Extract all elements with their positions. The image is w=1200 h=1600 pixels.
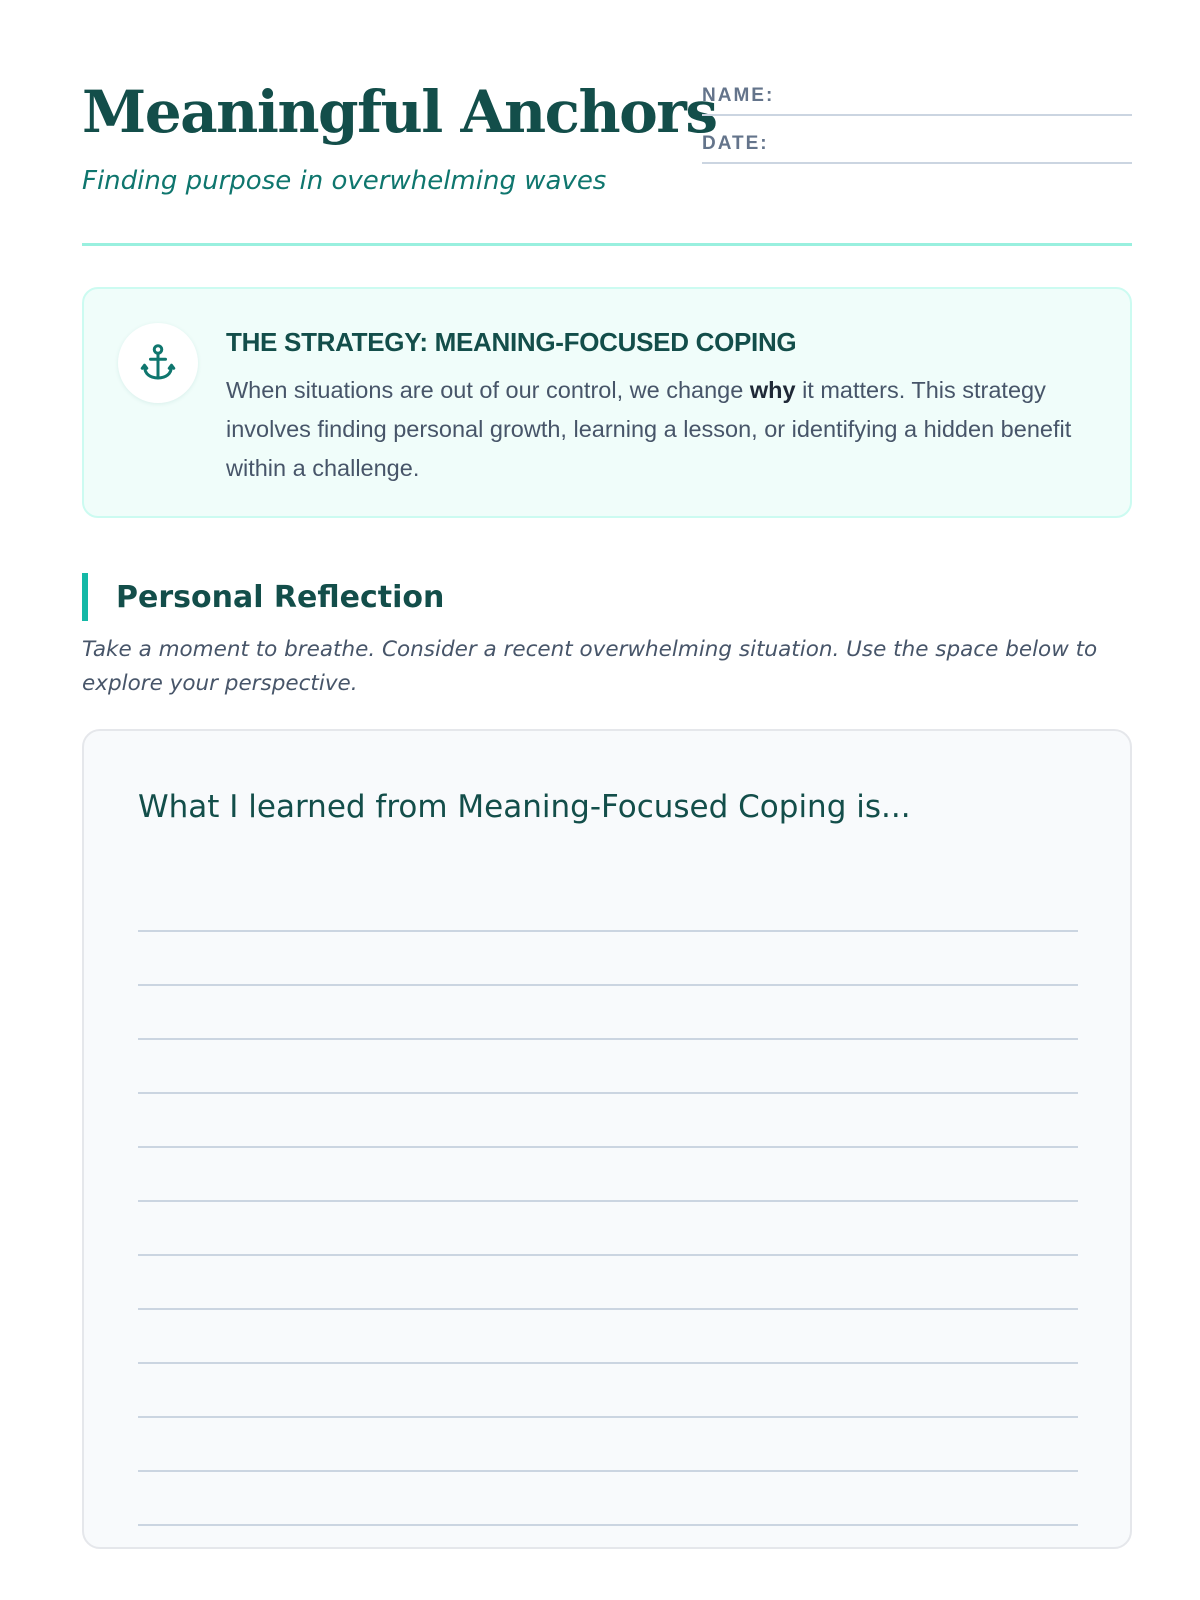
reflection-description: Take a moment to breathe. Consider a recent overwhelming situation. Use the space below to explore your perspective.: [82, 637, 1098, 696]
date-field[interactable]: [702, 126, 1132, 164]
name-field[interactable]: [702, 78, 1132, 116]
writing-line[interactable]: [138, 1472, 1078, 1526]
writing-line[interactable]: [138, 1310, 1078, 1364]
strategy-box: [82, 287, 1132, 518]
info-fields: [702, 78, 1132, 174]
writing-line[interactable]: [138, 1364, 1078, 1418]
writing-line[interactable]: [138, 932, 1078, 986]
reflection-section-header: [82, 573, 1132, 621]
worksheet-header: [82, 0, 1132, 246]
page-subtitle: Finding purpose in overwhelming waves: [82, 166, 607, 196]
worksheet-page: [82, 0, 1132, 1600]
anchor-icon-badge: [118, 323, 198, 403]
date-field-label: DATE:: [702, 133, 769, 154]
reflection-title: Personal Reflection: [116, 579, 445, 615]
writing-line[interactable]: [138, 1148, 1078, 1202]
anchor-icon: [140, 343, 176, 383]
strategy-text-after: it matters. This strategy involves finding personal growth, learning a lesson, or identifying a hidden benefit within a challenge.: [226, 377, 1072, 481]
name-field-label: NAME:: [702, 85, 775, 106]
writing-line[interactable]: [138, 986, 1078, 1040]
strategy-description: [226, 371, 1086, 488]
writing-line[interactable]: [138, 1418, 1078, 1472]
writing-line[interactable]: [138, 1040, 1078, 1094]
strategy-text-bold: why: [749, 377, 796, 403]
writing-lines[interactable]: [138, 878, 1078, 1526]
strategy-title: THE STRATEGY: MEANING-FOCUSED COPING: [226, 327, 797, 357]
writing-line[interactable]: [138, 1094, 1078, 1148]
strategy-text-before: When situations are out of our control, we change: [226, 377, 750, 403]
writing-line[interactable]: [138, 1202, 1078, 1256]
reflection-writing-box: [82, 729, 1132, 1549]
reflection-prompt: What I learned from Meaning-Focused Coping is...: [138, 789, 911, 825]
page-title: Meaningful Anchors: [82, 78, 717, 146]
writing-line[interactable]: [138, 1256, 1078, 1310]
writing-line[interactable]: [138, 878, 1078, 932]
